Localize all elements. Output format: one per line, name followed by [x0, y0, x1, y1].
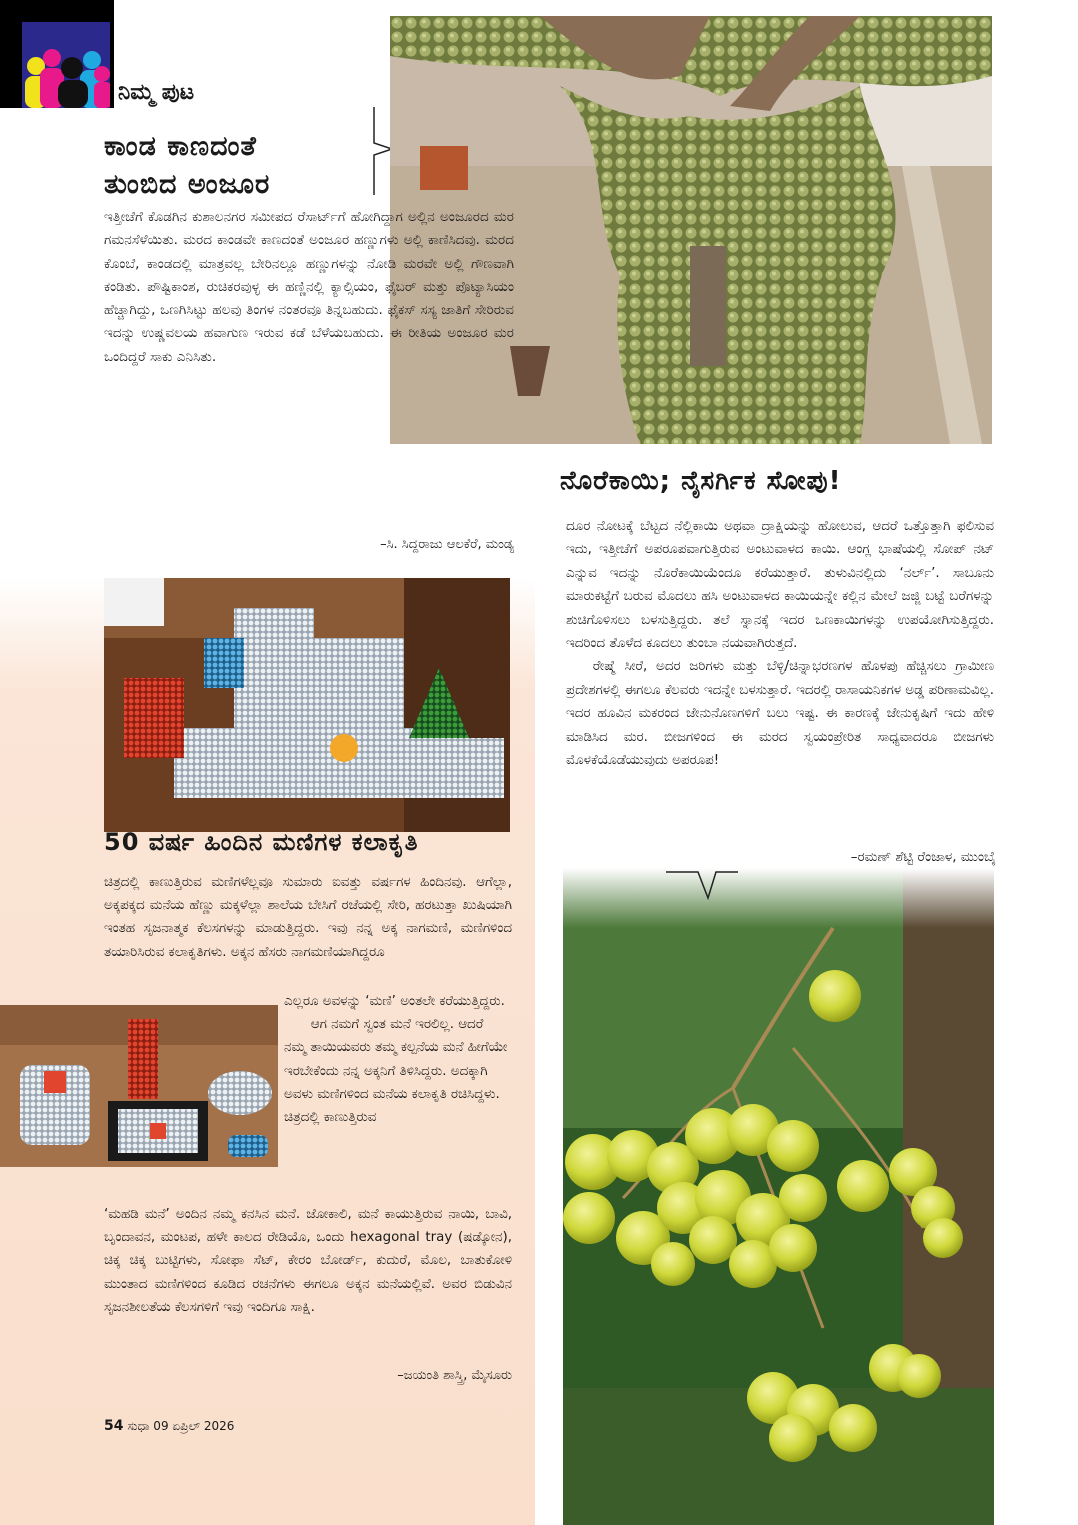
soapnut-photo	[563, 868, 994, 1525]
bead-house-illustration	[104, 578, 510, 832]
section-label: ನಿಮ್ಮ ಪುಟ	[118, 80, 195, 105]
article1-title-line2: ತುಂಬಿದ ಅಂಜೂರ	[104, 169, 271, 200]
article3-title: ನೊರೆಕಾಯಿ; ನೈಸರ್ಗಿಕ ಸೋಪು!	[560, 466, 842, 496]
folio-text: ಸುಧಾ 09 ಏಪ್ರಿಲ್ 2026	[127, 1419, 235, 1433]
people-silhouettes-icon	[22, 22, 110, 108]
article3-paragraph: ದೂರ ನೋಟಕ್ಕೆ ಬೆಟ್ಟದ ನೆಲ್ಲಿಕಾಯಿ ಅಥವಾ ದ್ರಾಕ್ಷಿಯನ್ನು ಹೋಲುವ, ಆದರೆ ಒತ್ತೊತ್ತಾಗಿ ಫಲಿಸುವ ಇದು, ಇತ್ತೀಚೆಗೆ ಅಪರೂಪವಾಗುತ್ತಿರುವ ಅಂಟುವಾಳದ ಕಾಯಿ. ಆಂಗ್ಲ ಭಾಷೆಯಲ್ಲಿ ಸೋಪ್ ನಟ್ ಎನ್ನುವ ಇದನ್ನು ನೊರೆಕಾಯಿಯೆಂದೂ ಕರೆಯುತ್ತಾರೆ. ತುಳುವಿನಲ್ಲಿದು ‘ನರ್ಲ್’. ಸಾಬೂನು ಮಾರುಕಟ್ಟೆಗೆ ಬರುವ ಮೊದಲು ಹಸಿ ಅಂಟುವಾಳದ ಕಾಯಿಯನ್ನೇ ಕಲ್ಲಿನ ಮೇಲೆ ಜಜ್ಜಿ ಬಟ್ಟೆ ಬರೆಗಳನ್ನು ಶುಚಿಗೊಳಿಸಲು ಬಳಸುತ್ತಿದ್ದರು. ತಲೆ ಸ್ನಾನಕ್ಕೆ ಇದರ ಒಣಕಾಯಿಗಳನ್ನು ಉಪಯೋಗಿಸುತ್ತಿದ್ದರು. ಇದರಿಂದ ತೊಳೆದ ಕೂದಲು ತುಂಬಾ ನಯವಾಗಿರುತ್ತದೆ.	[566, 519, 994, 652]
article2-paragraph: ಚಿತ್ರದಲ್ಲಿ ಕಾಣುತ್ತಿರುವ ಮಣಿಗಳೆಲ್ಲವೂ ಸುಮಾರು ಐವತ್ತು ವರ್ಷಗಳ ಹಿಂದಿನವು. ಆಗೆಲ್ಲಾ, ಅಕ್ಕಪಕ್ಕದ ಮನೆಯ ಹೆಣ್ಣು ಮಕ್ಕಳೆಲ್ಲಾ ಶಾಲೆಯ ಬೇಸಿಗೆ ರಜೆಯಲ್ಲಿ ಸೇರಿ, ಹರಟುತ್ತಾ ಖುಷಿಯಾಗಿ ಇಂತಹ ಸೃಜನಾತ್ಮಕ ಕೆಲಸಗಳನ್ನು ಮಾಡುತ್ತಿದ್ದರು. ಇವು ನನ್ನ ಅಕ್ಕ ನಾಗಮಣಿ, ಮಣಿಗಳಿಂದ ತಯಾರಿಸಿರುವ ಕಲಾಕೃತಿಗಳು. ಅಕ್ಕನ ಹೆಸರು ನಾಗಮಣಿಯಾಗಿದ್ದರೂ	[104, 875, 512, 960]
author-callout-icon	[664, 868, 740, 902]
article2-paragraph: ‘ಮಹಡಿ ಮನೆ’ ಅಂದಿನ ನಮ್ಮ ಕನಸಿನ ಮನೆ. ಜೋಕಾಲಿ, ಮನೆ ಕಾಯುತ್ತಿರುವ ನಾಯಿ, ಬಾವಿ, ಬೃಂದಾವನ, ಮಂಟಪ, ಹಳೇ ಕಾಲದ ರೇಡಿಯೊ, ಒಂದು hexagonal tray (ಷಡ್ಕೋನ), ಚಿಕ್ಕ ಚಿಕ್ಕ ಬುಟ್ಟಿಗಳು, ಸೋಫಾ ಸೆಟ್, ಕೇರಂ ಬೋರ್ಡ್, ಕುದುರೆ, ಮೊಲ, ಬಾತುಕೋಳಿ ಮುಂತಾದ ಮಣಿಗಳಿಂದ ಕೂಡಿದ ರಚನೆಗಳು ಈಗಲೂ ಅಕ್ಕನ ಮನೆಯಲ್ಲಿವೆ. ಅವರ ಬಿಡುವಿನ ಸೃಜನಶೀಲತೆಯ ಕೆಲಸಗಳಿಗೆ ಇವು ಇಂದಿಗೂ ಸಾಕ್ಷಿ.	[104, 1207, 512, 1315]
article3-paragraph: ರೇಷ್ಮೆ ಸೀರೆ, ಅದರ ಜರಿಗಳು ಮತ್ತು ಬೆಳ್ಳಿ/ಚಿನ್ನಾಭರಣಗಳ ಹೊಳಪು ಹೆಚ್ಚಿಸಲು ಗ್ರಾಮೀಣ ಪ್ರದೇಶಗಳಲ್ಲಿ ಈಗಲೂ ಕೆಲವರು ಇದನ್ನೇ ಬಳಸುತ್ತಾರೆ. ಇದರಲ್ಲಿ ರಾಸಾಯನಿಕಗಳ ಅಡ್ಡ ಪರಿಣಾಮವಿಲ್ಲ. ಇದರ ಹೂವಿನ ಮಕರಂದ ಜೇನುನೊಣಗಳಿಗೆ ಬಲು ಇಷ್ಟ. ಈ ಕಾರಣಕ್ಕೆ ಜೇನುಕೃಷಿಗೆ ಇದು ಹೇಳಿ ಮಾಡಿಸಿದ ಮರ. ಬೀಜಗಳಿಂದ ಈ ಮರದ ಸ್ವಯಂಪ್ರೇರಿತ ಸಾಧ್ಯವಾದರೂ ಬೀಜಗಳು ಮೊಳಕೆಯೊಡೆಯುವುದು ಅಪರೂಪ!	[566, 659, 994, 769]
article2-body-mid	[284, 990, 508, 1129]
page-folio	[104, 1418, 234, 1434]
bead-house-photo	[104, 578, 510, 832]
article1-title	[104, 128, 384, 204]
article2-paragraph: ಆಗ ನಮಗೆ ಸ್ವಂತ ಮನೆ ಇರಲಿಲ್ಲ. ಆದರೆ ನಮ್ಮ ತಾಯಿಯವರು ತಮ್ಮ ಕಲ್ಪನೆಯ ಮನೆ ಹೀಗೆಯೇ ಇರಬೇಕೆಂದು ನನ್ನ ಅಕ್ಕನಿಗೆ ತಿಳಿಸಿದ್ದರು. ಅದಕ್ಕಾಗಿ ಅವಳು ಮಣಿಗಳಿಂದ ಮನೆಯ ಕಲಾಕೃತಿ ರಚಿಸಿದ್ದಳು. ಚಿತ್ರದಲ್ಲಿ ಕಾಣುತ್ತಿರುವ	[284, 1017, 508, 1126]
page-number: 54	[104, 1418, 124, 1434]
bead-animals-photo	[0, 1005, 278, 1167]
article3-body	[566, 515, 994, 772]
logo-artwork	[22, 22, 110, 108]
article2-title: 50 ವರ್ಷ ಹಿಂದಿನ ಮಣಿಗಳ ಕಲಾಕೃತಿ	[104, 828, 419, 856]
section-logo	[0, 0, 114, 108]
article1-title-line1: ಕಾಂಡ ಕಾಣದಂತೆ	[104, 131, 257, 162]
article3-author: –ರಮಣ್ ಶೆಟ್ಟಿ ರೆಂಜಾಳ, ಮುಂಬೈ	[850, 849, 996, 865]
article1-paragraph: ಇತ್ತೀಚೆಗೆ ಕೊಡಗಿನ ಕುಶಾಲನಗರ ಸಮೀಪದ ರೆಸಾರ್ಟ್‌ಗೆ ಹೋಗಿದ್ದಾಗ ಅಲ್ಲಿನ ಅಂಜೂರದ ಮರ ಗಮನಸೆಳೆಯಿತು. ಮರದ ಕಾಂಡವೇ ಕಾಣದಂತೆ ಅಂಜೂರ ಹಣ್ಣುಗಳು ಅಲ್ಲಿ ಕಾಣಿಸಿದವು. ಮರದ ಕೊಂಬೆ, ಕಾಂಡದಲ್ಲಿ ಮಾತ್ರವಲ್ಲ ಬೇರಿನಲ್ಲೂ ಹಣ್ಣುಗಳನ್ನು ನೋಡಿ ಮರವೇ ಅಲ್ಲಿ ಗೌಣವಾಗಿ ಕಂಡಿತು. ಪೌಷ್ಟಿಕಾಂಶ, ರುಚಿಕರವುಳ್ಳ ಈ ಹಣ್ಣಿನಲ್ಲಿ ಕ್ಯಾಲ್ಸಿಯಂ, ಫೈಬರ್ ಮತ್ತು ಪೊಟ್ಯಾಸಿಯಂ ಹೆಚ್ಚಾಗಿದ್ದು, ಒಣಗಿಸಿಟ್ಟು ಹಲವು ತಿಂಗಳ ನಂತರವೂ ತಿನ್ನಬಹುದು. ಫೈಕಸ್ ಸಸ್ಯ ಜಾತಿಗೆ ಸೇರಿರುವ ಇದನ್ನು ಉಷ್ಣವಲಯ ಹವಾಗುಣ ಇರುವ ಕಡೆ ಬೆಳೆಯಬಹುದು. ಈ ರೀತಿಯ ಅಂಜೂರ ಮರ ಒಂದಿದ್ದರೆ ಸಾಕು ಎನಿಸಿತು.	[104, 209, 514, 365]
article2-author: –ಜಯಂತಿ ಶಾಸ್ತ್ರಿ, ಮೈಸೂರು	[397, 1368, 512, 1383]
soapnut-illustration	[563, 868, 994, 1525]
article2-body-top	[104, 871, 512, 964]
article2-body-bottom	[104, 1203, 512, 1319]
article1-author: –ಸಿ. ಸಿದ್ದರಾಜು ಆಲಕೆರೆ, ಮಂಡ್ಯ	[380, 537, 514, 552]
bead-animals-illustration	[0, 1005, 278, 1167]
article2-paragraph: ಎಲ್ಲರೂ ಅವಳನ್ನು ‘ಮಣಿ’ ಅಂತಲೇ ಕರೆಯುತ್ತಿದ್ದರು.	[284, 994, 505, 1009]
article1-body	[104, 206, 514, 369]
